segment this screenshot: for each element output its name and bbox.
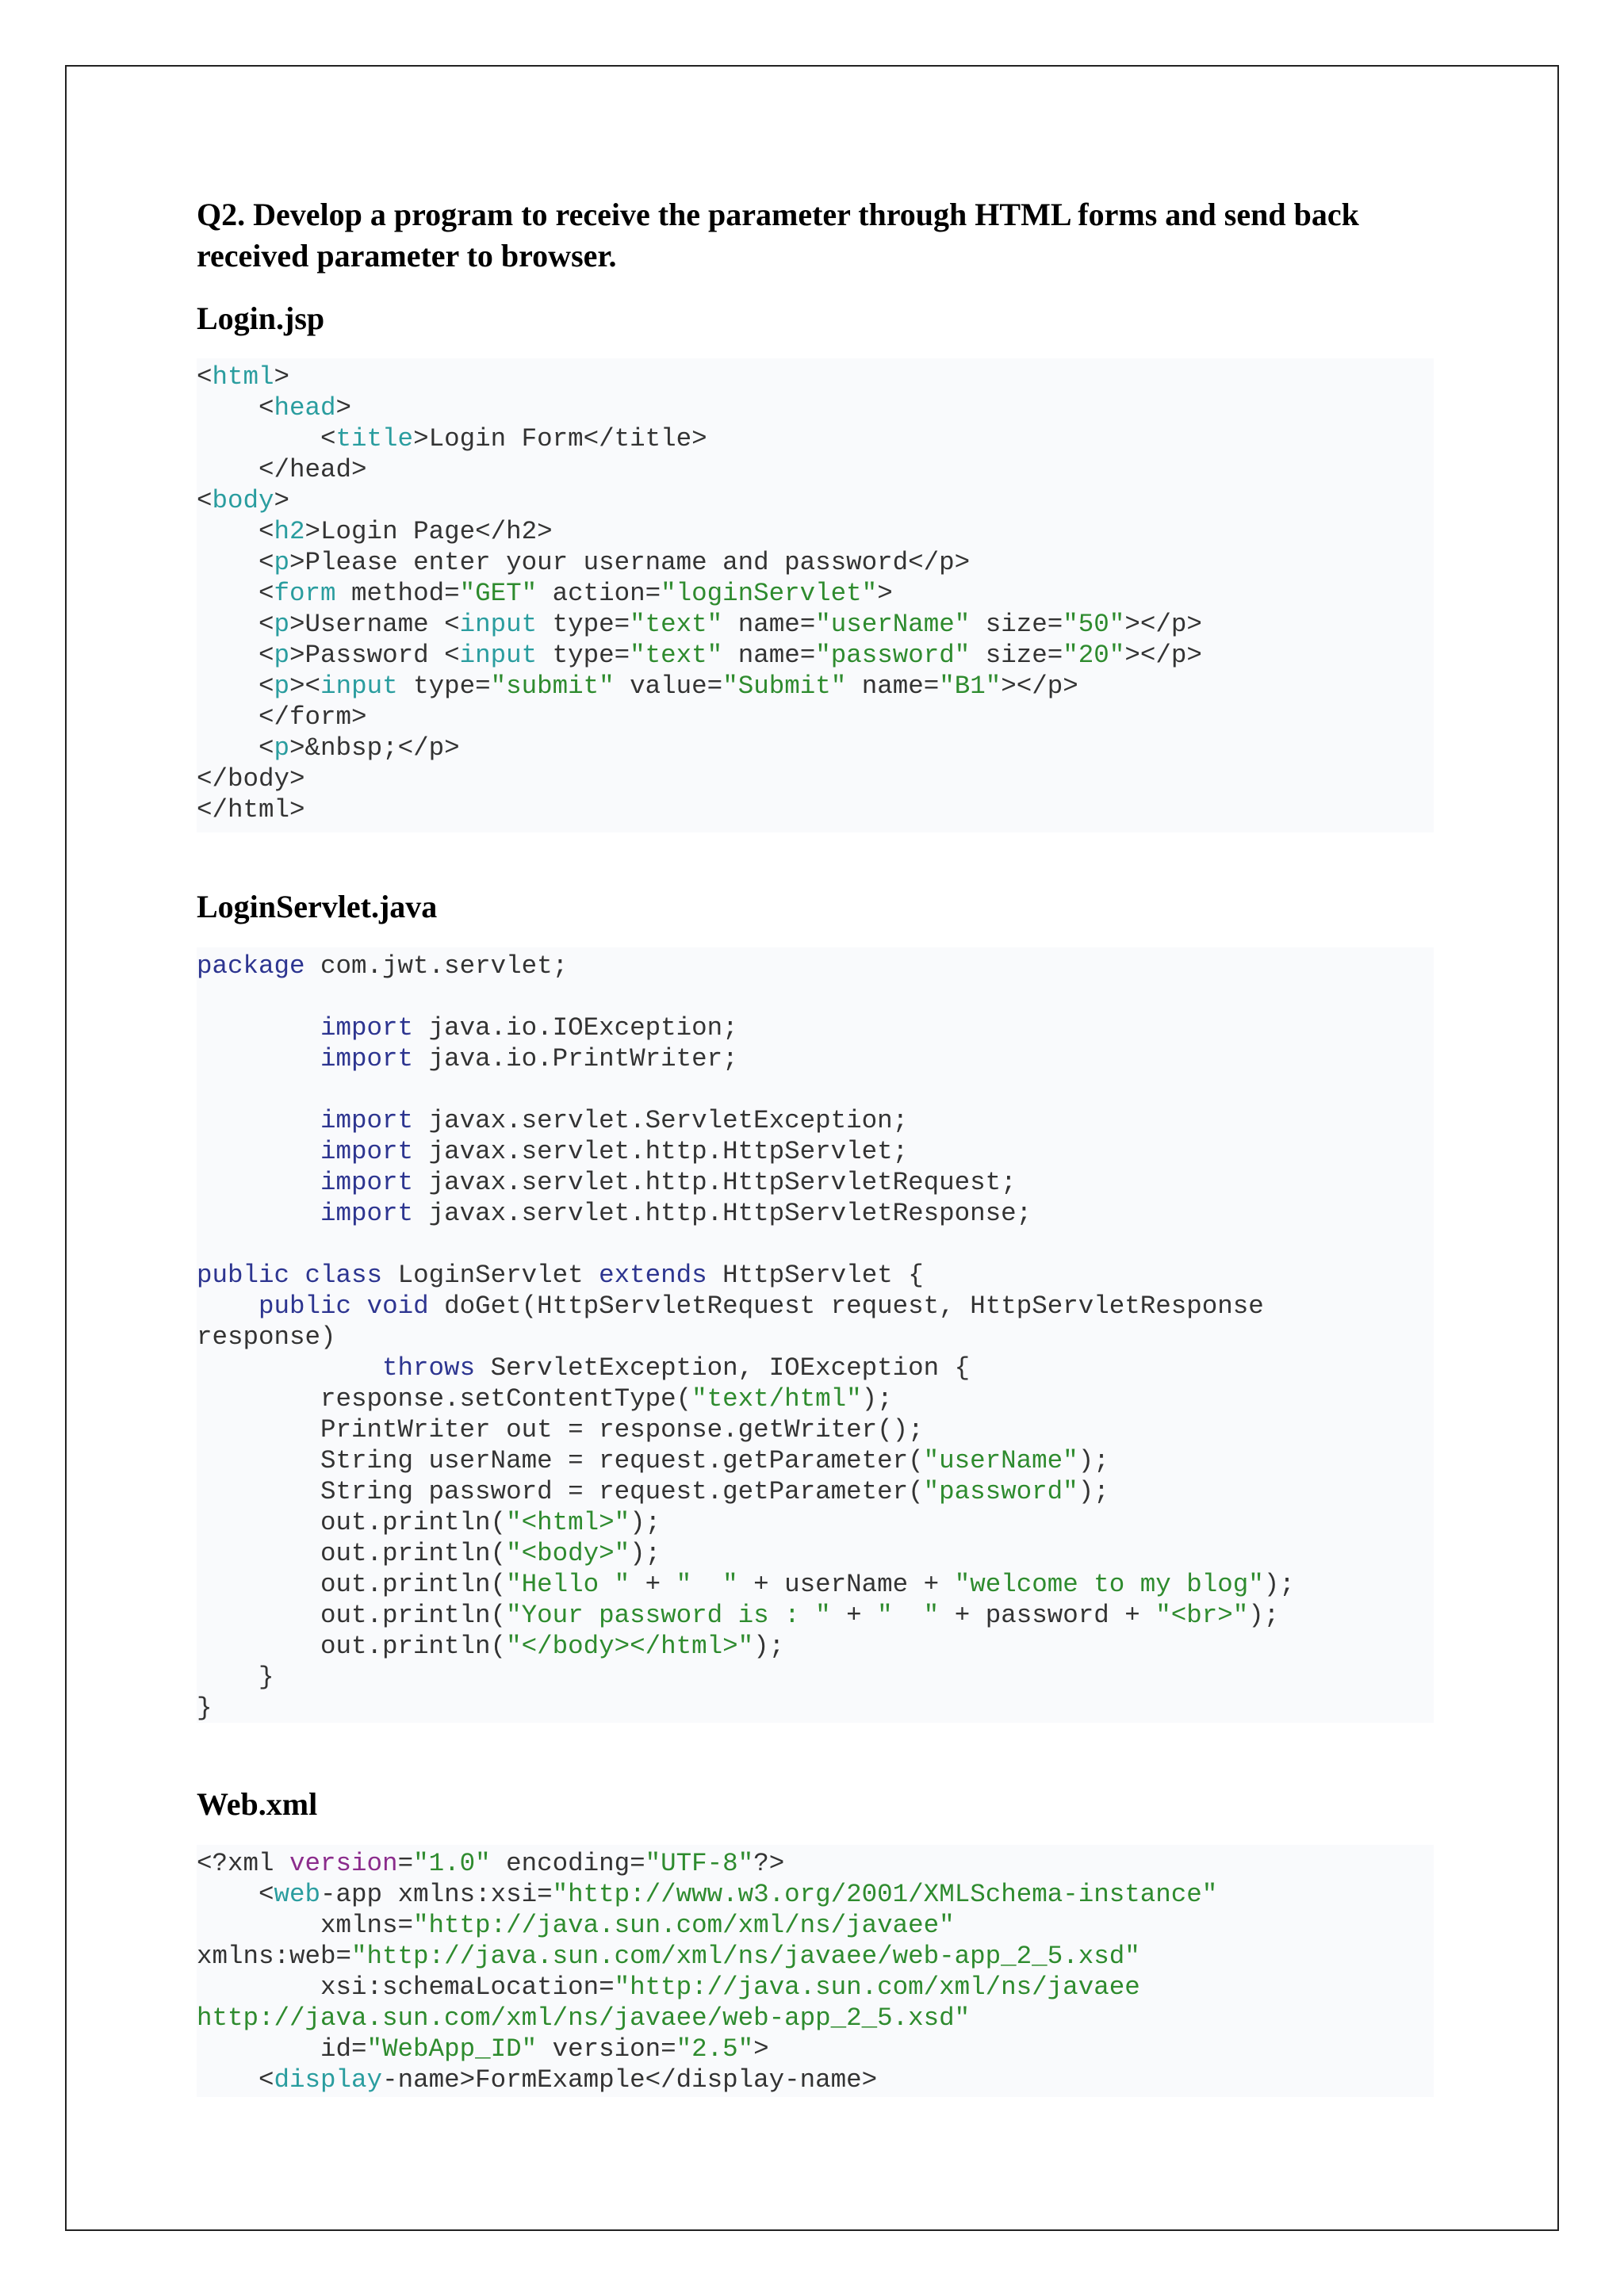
code-token: class [304, 1261, 383, 1290]
code-line [197, 1569, 1434, 1600]
code-token: java.io.IOException; [413, 1013, 738, 1043]
code-token: ); [1263, 1570, 1295, 1599]
code-token: out.println( [197, 1601, 507, 1630]
code-token: xmlns= [197, 1911, 414, 1940]
code-token: com.jwt.servlet; [304, 951, 569, 981]
code-token [197, 1137, 320, 1166]
code-line [197, 1043, 1434, 1074]
code-token: "UTF-8" [645, 1849, 754, 1878]
code-token: } [197, 1663, 274, 1692]
code-token: "50" [1063, 610, 1125, 639]
code-token: h2 [274, 517, 305, 546]
code-token: out.println( [197, 1539, 507, 1568]
code-token: version [289, 1849, 398, 1878]
code-line [197, 1910, 1434, 1941]
code-token: "Your password is : " [506, 1601, 831, 1630]
code-token: </head> [197, 455, 367, 484]
code-line [197, 1136, 1434, 1167]
code-line [197, 1322, 1434, 1353]
code-token: void [366, 1292, 429, 1321]
code-token: ); [1078, 1446, 1109, 1475]
code-token: < [197, 393, 274, 423]
code-line [197, 1631, 1434, 1662]
code-token: http://java.sun.com/xml/ns/javaee/web-app_2_5.xsd" [197, 2003, 971, 2033]
code-token: "http://java.sun.com/xml/ns/javaee" [413, 1911, 955, 1940]
code-token: ?> [753, 1849, 785, 1878]
code-token: size= [970, 641, 1063, 670]
code-token: "http://www.w3.org/2001/XMLSchema-instance" [552, 1880, 1218, 1909]
code-token: "<body>" [506, 1539, 630, 1568]
code-token: import [320, 1168, 414, 1197]
code-token: import [320, 1106, 414, 1135]
code-token: < [197, 733, 274, 763]
code-token: encoding= [490, 1849, 645, 1878]
code-token: < [197, 641, 274, 670]
code-token: "WebApp_ID" [366, 2034, 538, 2064]
code-token: "userName" [815, 610, 971, 639]
section-heading-login-servlet: LoginServlet.java [197, 889, 438, 924]
code-token: p [274, 610, 290, 639]
code-token: type= [397, 672, 491, 701]
code-line [197, 1538, 1434, 1569]
code-token: LoginServlet [382, 1261, 599, 1290]
code-token: "20" [1063, 641, 1125, 670]
code-line [197, 1972, 1434, 2003]
code-line [197, 794, 1434, 825]
code-line [197, 1353, 1434, 1383]
code-token: input [320, 672, 398, 701]
code-line [197, 2034, 1434, 2064]
code-token: import [320, 1044, 414, 1073]
code-token: "Submit" [722, 672, 847, 701]
code-token: "text/html" [691, 1384, 862, 1414]
code-token: ); [1248, 1601, 1280, 1630]
code-line [197, 547, 1434, 578]
code-token: <?xml [197, 1849, 290, 1878]
code-line [197, 1693, 1434, 1723]
code-token: "<br>" [1155, 1601, 1249, 1630]
code-token: "</body></html>" [506, 1632, 754, 1661]
code-token: -app xmlns:xsi= [320, 1880, 553, 1909]
code-token: </body> [197, 764, 305, 794]
code-token: < [197, 362, 213, 392]
code-line [197, 454, 1434, 485]
code-line [197, 1414, 1434, 1445]
code-token: " " [877, 1601, 940, 1630]
code-line [197, 578, 1434, 609]
question-text: Q2. Develop a program to receive the parameter through HTML forms and send back received parameter to browser. [197, 197, 1359, 274]
code-token: + userName + [737, 1570, 955, 1599]
code-token: javax.servlet.http.HttpServletResponse; [413, 1199, 1032, 1228]
code-line [197, 1662, 1434, 1693]
code-token: p [274, 641, 290, 670]
section-heading-web-xml: Web.xml [197, 1786, 318, 1822]
code-token: > [753, 2034, 769, 2064]
code-line [197, 1229, 1434, 1260]
code-token [197, 1044, 320, 1073]
code-block-login-jsp [197, 358, 1434, 832]
code-token: value= [614, 672, 723, 701]
code-token: version= [537, 2034, 676, 2064]
code-token: import [320, 1013, 414, 1043]
code-token: p [274, 733, 290, 763]
code-token: size= [970, 610, 1063, 639]
code-token: "text" [630, 641, 723, 670]
code-token: display [274, 2065, 383, 2095]
code-token: > [274, 362, 290, 392]
code-token: javax.servlet.http.HttpServletRequest; [413, 1168, 1017, 1197]
code-token: type= [537, 641, 630, 670]
code-line [197, 1074, 1434, 1105]
code-token: PrintWriter out = response.getWriter(); [197, 1415, 924, 1445]
code-token: < [197, 486, 213, 515]
code-token: head [274, 393, 336, 423]
code-token: form [274, 579, 336, 608]
code-token: name= [846, 672, 940, 701]
code-token: type= [537, 610, 630, 639]
code-token: import [320, 1199, 414, 1228]
code-token: "2.5" [676, 2034, 754, 2064]
code-line [197, 1507, 1434, 1538]
code-line [197, 362, 1434, 392]
code-token: < [197, 579, 274, 608]
code-token: >Login Form</title> [413, 424, 707, 453]
code-token: < [197, 610, 274, 639]
code-token: > [335, 393, 352, 423]
code-block-web-xml [197, 1845, 1434, 2097]
code-line [197, 1476, 1434, 1507]
code-token: </html> [197, 795, 305, 825]
code-token [197, 1168, 320, 1197]
code-token: "text" [630, 610, 723, 639]
code-token: "welcome to my blog" [954, 1570, 1264, 1599]
code-token: ServletException, IOException { [475, 1353, 971, 1383]
code-token: extends [599, 1261, 707, 1290]
code-line [197, 1600, 1434, 1631]
code-token: + [830, 1601, 878, 1630]
code-token: ></p> [1001, 672, 1078, 701]
code-line [197, 516, 1434, 547]
code-token: import [320, 1137, 414, 1166]
section-heading-login-jsp: Login.jsp [197, 300, 325, 336]
code-line [197, 1167, 1434, 1198]
code-token: -name>FormExample</display-name> [382, 2065, 878, 2095]
code-line [197, 1012, 1434, 1043]
code-token: "Hello " [506, 1570, 630, 1599]
code-token: response) [197, 1322, 336, 1352]
code-token: ></p> [1124, 610, 1202, 639]
code-line [197, 1848, 1434, 1879]
code-token: "<html>" [506, 1508, 630, 1537]
code-block-login-servlet [197, 947, 1434, 1723]
code-token: < [197, 548, 274, 577]
code-token: input [459, 641, 538, 670]
code-token: < [197, 424, 336, 453]
code-token [351, 1292, 367, 1321]
code-token: name= [722, 641, 816, 670]
code-token: > [877, 579, 893, 608]
code-token: body [212, 486, 274, 515]
code-token: "loginServlet" [661, 579, 878, 608]
code-token: name= [722, 610, 816, 639]
code-token: HttpServlet { [707, 1261, 924, 1290]
code-token: >Username < [289, 610, 460, 639]
code-token: method= [335, 579, 460, 608]
code-token: out.println( [197, 1508, 507, 1537]
code-token [197, 1106, 320, 1135]
code-token: xsi:schemaLocation= [197, 1973, 615, 2002]
code-token: throws [382, 1353, 476, 1383]
code-token: p [274, 548, 290, 577]
code-token: public [197, 1261, 290, 1290]
code-token: xmlns:web= [197, 1942, 352, 1971]
code-token: doGet(HttpServletRequest request, HttpServletResponse [428, 1292, 1264, 1321]
code-token: < [197, 2065, 274, 2095]
code-token: ); [753, 1632, 785, 1661]
code-token: "http://java.sun.com/xml/ns/javaee/web-app_2_5.xsd" [351, 1942, 1140, 1971]
code-token [197, 1292, 259, 1321]
code-line [197, 640, 1434, 671]
code-token: >< [289, 672, 321, 701]
code-token: >Password < [289, 641, 460, 670]
code-line [197, 1445, 1434, 1476]
code-token: } [197, 1693, 213, 1723]
code-token: html [212, 362, 274, 392]
code-line [197, 423, 1434, 454]
code-token: ></p> [1124, 641, 1202, 670]
code-line [197, 702, 1434, 733]
code-token: > [274, 486, 290, 515]
code-line [197, 2003, 1434, 2034]
code-line [197, 1260, 1434, 1291]
code-token: input [459, 610, 538, 639]
code-token [197, 1013, 320, 1043]
code-line [197, 1198, 1434, 1229]
code-token: "submit" [490, 672, 615, 701]
code-token [197, 1353, 382, 1383]
code-token: < [197, 1880, 274, 1909]
code-token: < [197, 517, 274, 546]
code-token: java.io.PrintWriter; [413, 1044, 738, 1073]
code-line [197, 609, 1434, 640]
code-token: " " [676, 1570, 738, 1599]
code-token: web [274, 1880, 321, 1909]
code-token: "http://java.sun.com/xml/ns/javaee [614, 1973, 1140, 2002]
code-line [197, 392, 1434, 423]
code-line [197, 951, 1434, 982]
code-token: ); [861, 1384, 893, 1414]
code-token: "1.0" [413, 1849, 491, 1878]
code-token: p [274, 672, 290, 701]
code-token [197, 1199, 320, 1228]
code-token: >Login Page</h2> [304, 517, 553, 546]
code-token: id= [197, 2034, 367, 2064]
code-token: javax.servlet.ServletException; [413, 1106, 909, 1135]
code-line [197, 733, 1434, 763]
code-token: ); [630, 1508, 661, 1537]
code-token: "GET" [459, 579, 538, 608]
code-line [197, 1879, 1434, 1910]
code-token: action= [537, 579, 661, 608]
code-token: public [259, 1292, 352, 1321]
code-line [197, 1941, 1434, 1972]
code-line [197, 1105, 1434, 1136]
code-token: String password = request.getParameter( [197, 1477, 924, 1506]
code-token: + password + [939, 1601, 1156, 1630]
code-token: "password" [923, 1477, 1078, 1506]
code-token: + [630, 1570, 676, 1599]
code-token: package [197, 951, 305, 981]
code-line [197, 763, 1434, 794]
code-token: ); [630, 1539, 661, 1568]
code-token: </form> [197, 702, 367, 732]
code-token: ); [1078, 1477, 1109, 1506]
code-token: response.setContentType( [197, 1384, 692, 1414]
code-line [197, 485, 1434, 516]
code-line [197, 1291, 1434, 1322]
code-token: < [197, 672, 274, 701]
code-token: out.println( [197, 1632, 507, 1661]
code-token: "userName" [923, 1446, 1078, 1475]
code-line [197, 982, 1434, 1012]
code-token: String userName = request.getParameter( [197, 1446, 924, 1475]
code-token: = [397, 1849, 414, 1878]
code-token: >Please enter your username and password</p> [289, 548, 971, 577]
code-token: title [335, 424, 414, 453]
code-token: out.println( [197, 1570, 507, 1599]
code-token: javax.servlet.http.HttpServlet; [413, 1137, 909, 1166]
code-token: "password" [815, 641, 971, 670]
code-token [289, 1261, 305, 1290]
code-line [197, 1383, 1434, 1414]
code-line [197, 671, 1434, 702]
code-line [197, 2064, 1434, 2095]
code-token: "B1" [939, 672, 1002, 701]
code-token: >&nbsp;</p> [289, 733, 460, 763]
